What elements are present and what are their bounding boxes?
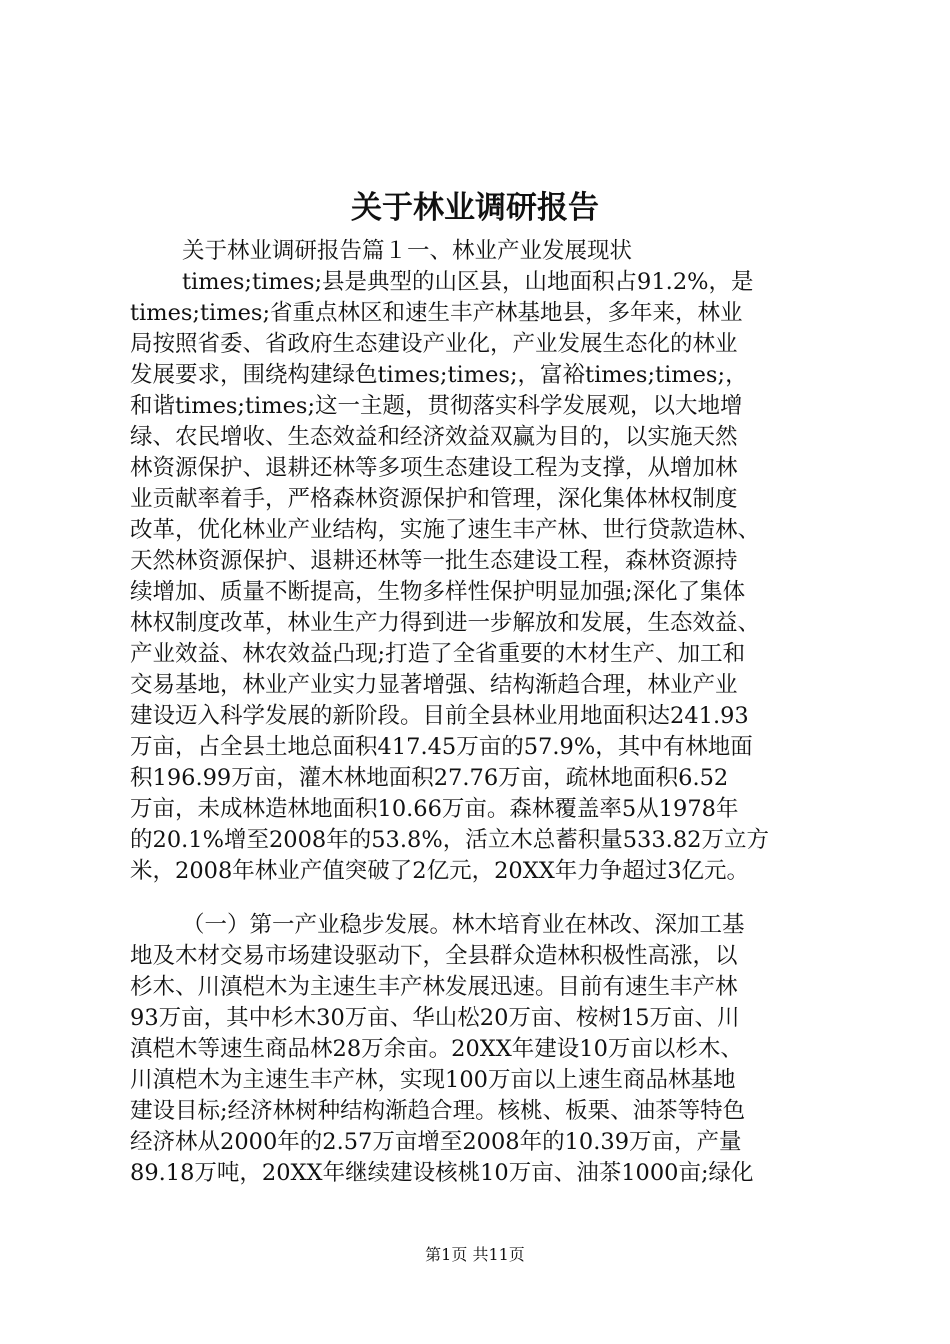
paragraph-line: 关于林业调研报告篇１一、林业产业发展现状 (182, 238, 633, 264)
paragraph-line: 杉木、川滇桤木为主速生丰产林发展迅速。目前有速生丰产林 (130, 974, 738, 1000)
paragraph-line: 林权制度改革，林业生产力得到进一步解放和发展，生态效益、 (130, 610, 761, 636)
paragraph-line: 积196.99万亩，灌木林地面积27.76万亩，疏林地面积6.52 (130, 765, 729, 791)
paragraph-line: 滇桤木等速生商品林28万余亩。20XX年建设10万亩以杉木、 (130, 1036, 743, 1062)
paragraph-line: （一）第一产业稳步发展。林木培育业在林改、深加工基 (182, 912, 745, 938)
paragraph-line: 经济林从2000年的2.57万亩增至2008年的10.39万亩，产量 (130, 1129, 742, 1155)
paragraph-line: 绿、农民增收、生态效益和经济效益双赢为目的，以实施天然 (130, 424, 738, 450)
paragraph-line: 万亩，占全县土地总面积417.45万亩的57.9%，其中有林地面 (130, 734, 753, 760)
paragraph-line: 93万亩，其中杉木30万亩、华山松20万亩、桉树15万亩、川 (130, 1005, 740, 1031)
paragraph-line: 局按照省委、省政府生态建设产业化，产业发展生态化的林业 (130, 331, 738, 357)
paragraph-line: 川滇桤木为主速生丰产林，实现100万亩以上速生商品林基地 (130, 1067, 736, 1093)
paragraph-line: 改革，优化林业产业结构，实施了速生丰产林、世行贷款造林、 (130, 517, 761, 543)
paragraph-line: 业贡献率着手，严格森林资源保护和管理，深化集体林权制度 (130, 486, 738, 512)
paragraph-line: 和谐times;times;这一主题，贯彻落实科学发展观，以大地增 (130, 393, 743, 419)
paragraph-line: 续增加、质量不断提高，生物多样性保护明显加强;深化了集体 (130, 579, 746, 605)
paragraph-line: 建设迈入科学发展的新阶段。目前全县林业用地面积达241.93 (130, 703, 749, 729)
paragraph-line: 89.18万吨，20XX年继续建设核桃10万亩、油茶1000亩;绿化 (130, 1160, 754, 1186)
paragraph-line: 交易基地，林业产业实力显著增强、结构渐趋合理，林业产业 (130, 672, 738, 698)
paragraph-line: 林资源保护、退耕还林等多项生态建设工程为支撑，从增加林 (130, 455, 738, 481)
paragraph-line: times;times;省重点林区和速生丰产林基地县，多年来，林业 (130, 300, 743, 326)
paragraph-line: times;times;县是典型的山区县，山地面积占91.2%，是 (182, 269, 754, 295)
paragraph-line: 万亩，未成林造林地面积10.66万亩。森林覆盖率5从1978年 (130, 796, 739, 822)
page-footer: 第1页 共11页 (425, 1245, 525, 1264)
paragraph-line: 发展要求，围绕构建绿色times;times;，富裕times;times;， (130, 362, 748, 388)
paragraph-line: 米，2008年林业产值突破了2亿元，20XX年力争超过3亿元。 (130, 858, 750, 884)
paragraph-line: 天然林资源保护、退耕还林等一批生态建设工程，森林资源持 (130, 548, 738, 574)
paragraph-line: 的20.1%增至2008年的53.8%，活立木总蓄积量533.82万立方 (130, 827, 769, 853)
document-title: 关于林业调研报告 (351, 190, 599, 226)
paragraph-line: 产业效益、林农效益凸现;打造了全省重要的木材生产、加工和 (130, 641, 746, 667)
paragraph-line: 建设目标;经济林树种结构渐趋合理。核桃、板栗、油茶等特色 (130, 1098, 746, 1124)
paragraph-line: 地及木材交易市场建设驱动下，全县群众造林积极性高涨，以 (130, 943, 738, 969)
